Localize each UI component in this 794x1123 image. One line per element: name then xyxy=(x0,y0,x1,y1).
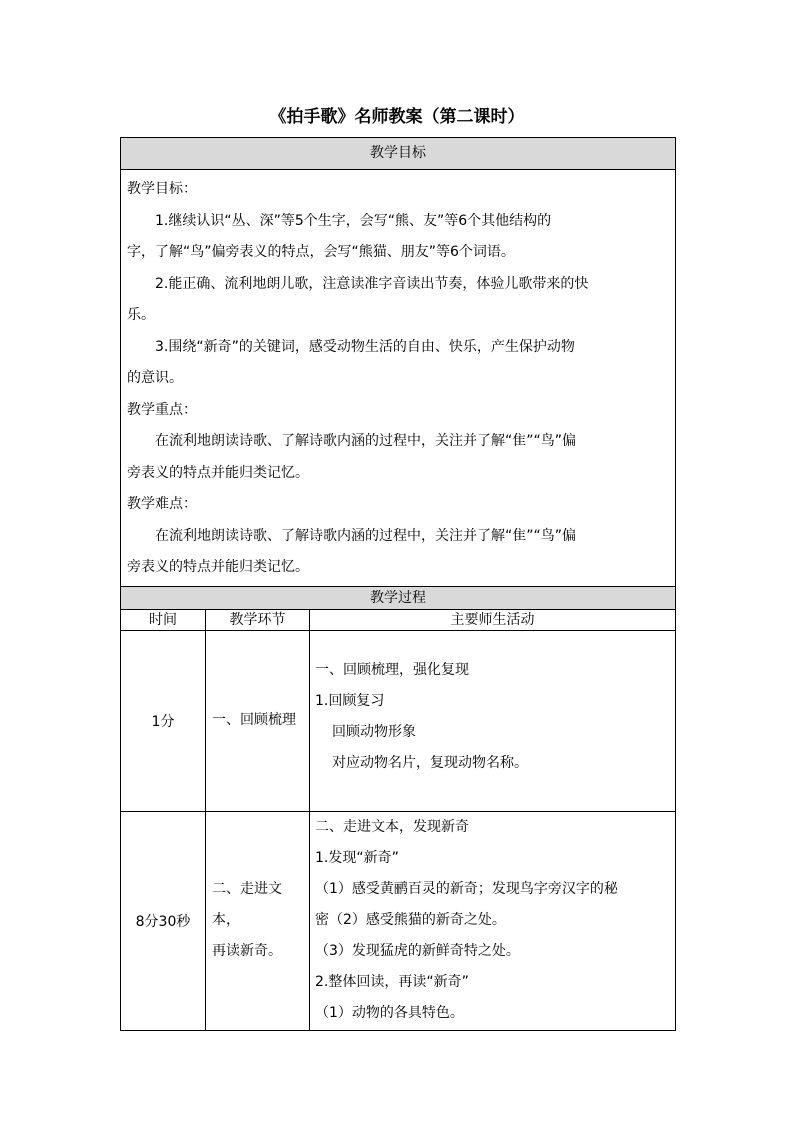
activity-line: （1）动物的各具特色。 xyxy=(315,1004,464,1021)
row-stage xyxy=(206,811,310,1030)
objectives-content xyxy=(121,170,676,587)
table-row xyxy=(121,630,676,811)
objective-line: 旁表义的特点并能归类记忆。 xyxy=(127,559,309,575)
activity-line: 一、回顾梳理，强化复现 xyxy=(315,661,469,678)
activity-line: （3）发现猛虎的新鲜奇特之处。 xyxy=(315,942,520,959)
objective-line: 在流利地朗读诗歌、了解诗歌内涵的过程中，关注并了解“隹”“鸟”偏 xyxy=(155,527,577,544)
objective-line: 乐。 xyxy=(127,307,155,323)
column-header-time: 时间 xyxy=(121,609,206,630)
activity-line: 二、走进文本，发现新奇 xyxy=(315,818,469,835)
objective-line: 2.能正确、流利地朗儿歌，注意读准字音读出节奏，体验儿歌带来的快 xyxy=(155,275,589,292)
row-time: 1分 xyxy=(121,630,206,811)
row-stage-line: 二、走进文本， xyxy=(212,881,282,928)
objective-line: 教学重点： xyxy=(127,401,197,418)
row-time: 8分30秒 xyxy=(121,811,206,1030)
activity-line: 对应动物名片，复现动物名称。 xyxy=(332,754,528,771)
activity-line: 回顾动物形象 xyxy=(332,723,416,740)
column-header-stage: 教学环节 xyxy=(206,609,310,630)
lesson-plan-table xyxy=(120,137,676,1031)
table-row xyxy=(121,811,676,1030)
row-activities xyxy=(310,811,676,1030)
column-header-activities: 主要师生活动 xyxy=(310,609,676,630)
activity-line: （1）感受黄鹂百灵的新奇；发现鸟字旁汉字的秘 xyxy=(315,880,618,897)
activity-line: 1.回顾复习 xyxy=(315,692,385,709)
row-stage-line: 再读新奇。 xyxy=(212,943,282,959)
row-activities xyxy=(310,630,676,811)
activity-line: 2.整体回读，再读“新奇” xyxy=(315,973,469,990)
objective-line: 1.继续认识“丛、深”等5个生字，会写“熊、友”等6个其他结构的 xyxy=(155,212,552,229)
objective-line: 教学目标： xyxy=(127,181,197,197)
objective-line: 字，了解“鸟”偏旁表义的特点，会写“熊猫、朋友”等6个词语。 xyxy=(127,244,515,260)
objective-line: 在流利地朗读诗歌、了解诗歌内涵的过程中，关注并了解“隹”“鸟”偏 xyxy=(155,433,577,449)
process-header: 教学过程 xyxy=(121,586,676,609)
objective-line: 的意识。 xyxy=(127,370,183,386)
row-stage: 一、回顾梳理 xyxy=(206,630,310,811)
activity-line: 密（2）感受熊猫的新奇之处。 xyxy=(315,911,506,928)
page-title: 《拍手歌》名师教案（第二课时） xyxy=(269,107,525,127)
objective-line: 教学难点： xyxy=(127,496,197,512)
objectives-header: 教学目标 xyxy=(121,138,676,170)
activity-line: 1.发现“新奇” xyxy=(315,849,399,866)
objective-line: 旁表义的特点并能归类记忆。 xyxy=(127,464,309,481)
objective-line: 3.围绕“新奇”的关键词，感受动物生活的自由、快乐，产生保护动物 xyxy=(155,338,575,355)
